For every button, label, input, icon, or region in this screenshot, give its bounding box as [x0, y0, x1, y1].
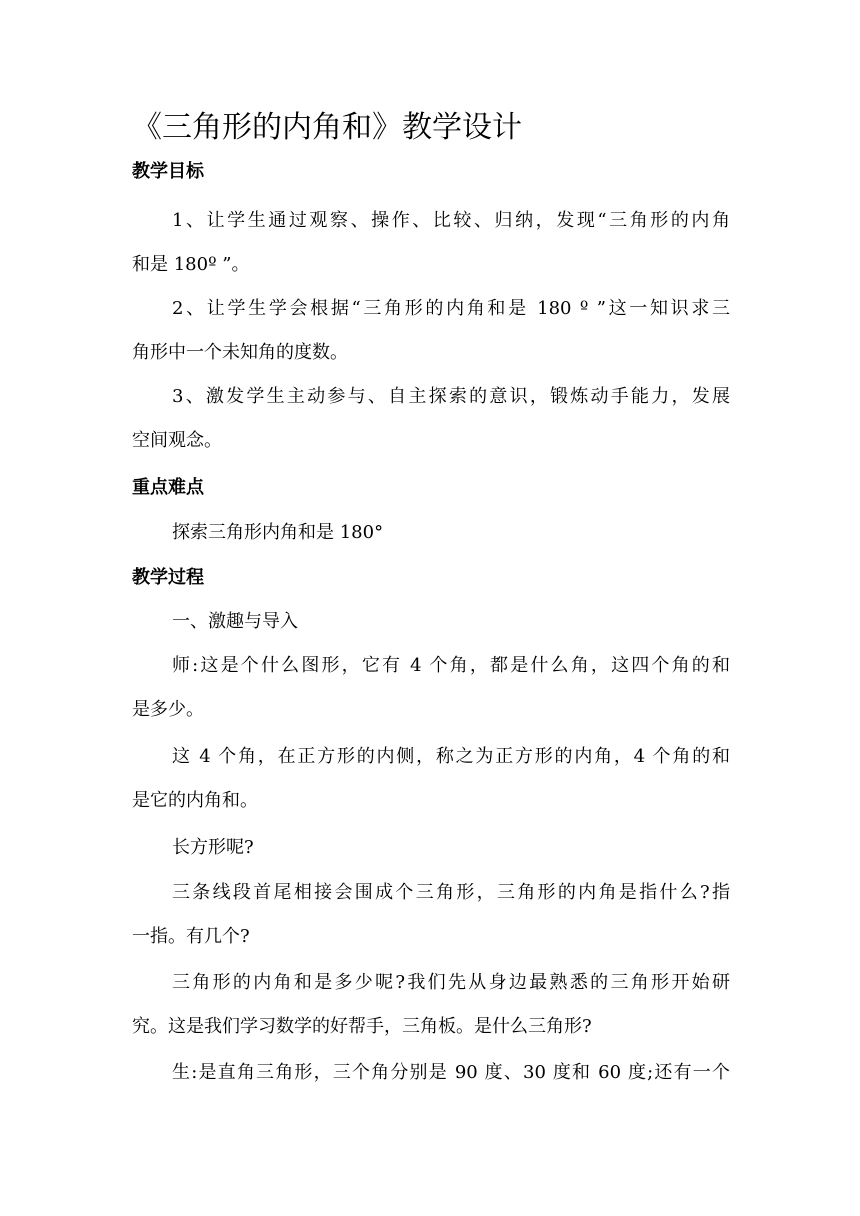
- process-paragraph-3: [132, 735, 730, 823]
- text-line: 长方形呢?: [172, 837, 254, 858]
- text-line: 一指。有几个?: [132, 926, 250, 947]
- objective-paragraph-2: [132, 287, 730, 375]
- key-points-paragraph: [132, 511, 730, 555]
- text-line: 2、让学生学会根据“三角形的内角和是 180 º ”这一知识求三: [172, 298, 730, 319]
- text-line: 和是 180º ”。: [132, 254, 250, 275]
- text-line: 这 4 个角，在正方形的内侧，称之为正方形的内角，4 个角的和: [172, 746, 730, 767]
- text-line: 师:这是个什么图形，它有 4 个角，都是什么角，这四个角的和: [172, 655, 730, 676]
- process-paragraph-7: [132, 1051, 730, 1095]
- section-heading-objectives: 教学目标: [132, 161, 204, 182]
- process-paragraph-5: [132, 871, 730, 959]
- text-line: 是多少。: [132, 699, 204, 720]
- text-line: 空间观念。: [132, 430, 222, 451]
- text-line: 一、激趣与导入: [172, 611, 298, 632]
- objective-paragraph-3: [132, 375, 730, 463]
- objective-paragraph-1: [132, 199, 730, 287]
- process-paragraph-4: [132, 826, 730, 870]
- process-paragraph-2: [132, 644, 730, 732]
- text-line: 角形中一个未知角的度数。: [132, 342, 348, 363]
- process-paragraph-1: [132, 600, 730, 644]
- text-line: 三角形的内角和是多少呢?我们先从身边最熟悉的三角形开始研: [172, 972, 730, 993]
- text-line: 是它的内角和。: [132, 790, 258, 811]
- text-line: 3、激发学生主动参与、自主探索的意识，锻炼动手能力，发展: [172, 386, 730, 407]
- text-line: 探索三角形内角和是 180°: [172, 522, 384, 543]
- text-line: 生:是直角三角形，三个角分别是 90 度、30 度和 60 度;还有一个: [172, 1062, 730, 1083]
- text-line: 1、让学生通过观察、操作、比较、归纳，发现“三角形的内角: [172, 210, 730, 231]
- section-heading-process: 教学过程: [132, 567, 204, 588]
- text-line: 三条线段首尾相接会围成个三角形，三角形的内角是指什么?指: [172, 882, 730, 903]
- document-title: 《三角形的内角和》教学设计: [132, 110, 522, 145]
- section-heading-key-points: 重点难点: [132, 477, 204, 498]
- process-paragraph-6: [132, 961, 730, 1049]
- text-line: 究。这是我们学习数学的好帮手，三角板。是什么三角形?: [132, 1016, 592, 1037]
